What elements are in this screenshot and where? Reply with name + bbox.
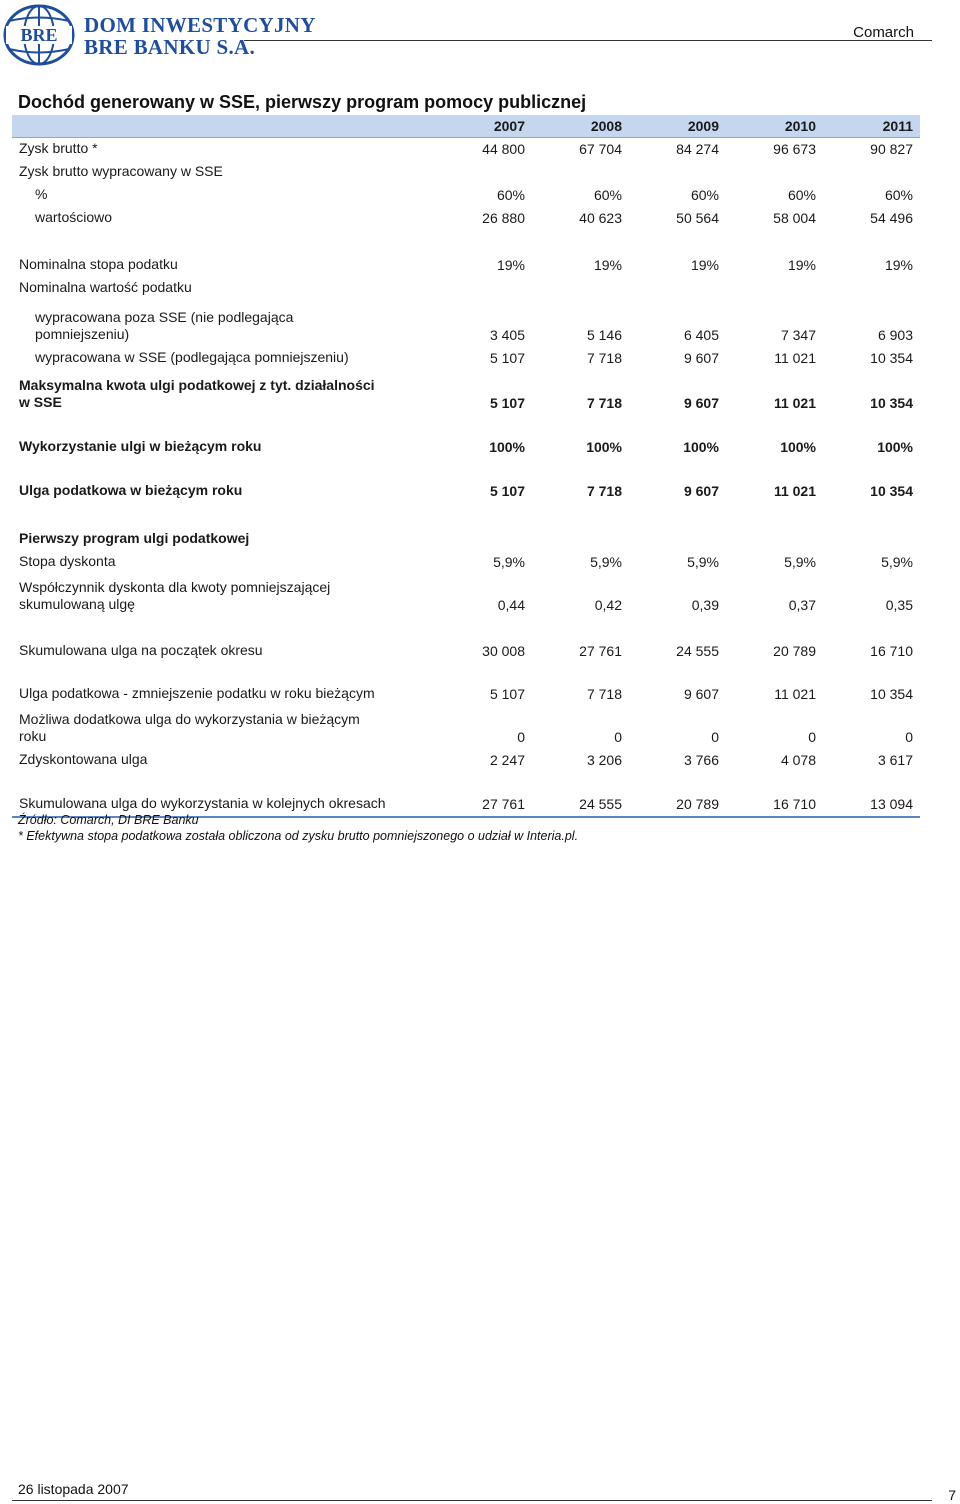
row-label: Nominalna wartość podatku — [19, 279, 192, 295]
row-label: Zysk brutto * — [19, 140, 98, 156]
value-cell: 9 607 — [683, 350, 719, 366]
table-row — [12, 706, 920, 749]
row-label: Pierwszy program ulgi podatkowej — [19, 530, 250, 546]
value-cell: 7 718 — [586, 350, 622, 366]
row-label: Zysk brutto wypracowany w SSE — [19, 163, 223, 179]
value-cell: 10 354 — [870, 350, 913, 366]
row-label: Stopa dyskonta — [19, 553, 116, 569]
table-row — [12, 230, 920, 277]
value-cell: 5 107 — [489, 686, 525, 702]
value-cell: 7 718 — [586, 483, 622, 499]
value-cell: 60% — [884, 187, 913, 203]
value-cell: 96 673 — [773, 141, 816, 157]
value-cell: 24 555 — [579, 796, 622, 812]
table-row — [12, 161, 920, 184]
page-header — [0, 0, 960, 70]
value-cell: 84 274 — [676, 141, 719, 157]
value-cell: 16 710 — [870, 643, 913, 659]
row-label: wartościowo — [35, 209, 113, 225]
value-cell: 2 247 — [489, 752, 525, 768]
logo-text: BRE — [20, 25, 58, 45]
value-cell: 30 008 — [482, 643, 525, 659]
table-row — [12, 749, 920, 772]
table-row — [12, 574, 920, 617]
table-row — [12, 663, 920, 706]
table-row — [12, 551, 920, 574]
row-label: Zdyskontowana ulga — [19, 751, 148, 767]
value-cell: 4 078 — [780, 752, 816, 768]
value-cell: 54 496 — [870, 210, 913, 226]
row-label-line: Współczynnik dyskonta dla kwoty pomniejszającej — [19, 579, 331, 595]
row-label: Nominalna stopa podatku — [19, 256, 178, 272]
row-label: Ulga podatkowa w bieżącym roku — [19, 482, 243, 498]
value-cell: 0,44 — [497, 597, 525, 613]
table-row — [12, 300, 920, 347]
row-label-line: pomniejszeniu) — [35, 326, 130, 342]
row-label — [19, 579, 330, 613]
value-cell: 60% — [496, 187, 525, 203]
value-cell: 11 021 — [773, 395, 816, 411]
brand-line-2: BRE BANKU S.A. — [84, 35, 256, 59]
value-cell: 5,9% — [687, 554, 719, 570]
table-row — [12, 347, 920, 370]
row-label — [35, 309, 293, 343]
year-header: 2011 — [882, 118, 913, 134]
row-label: Skumulowana ulga na początek okresu — [19, 642, 263, 658]
value-cell: 3 617 — [877, 752, 913, 768]
value-cell: 19% — [496, 257, 525, 273]
value-cell: 44 800 — [482, 141, 525, 157]
value-cell: 7 718 — [586, 686, 622, 702]
row-label: wypracowana w SSE (podlegająca pomniejszeniu) — [35, 349, 349, 365]
table-row — [12, 184, 920, 207]
value-cell: 7 347 — [780, 327, 816, 343]
value-cell: 0 — [808, 729, 816, 745]
value-cell: 9 607 — [683, 686, 719, 702]
value-cell: 24 555 — [676, 643, 719, 659]
value-cell: 60% — [787, 187, 816, 203]
value-cell: 50 564 — [676, 210, 719, 226]
value-cell: 19% — [787, 257, 816, 273]
value-cell: 19% — [884, 257, 913, 273]
value-cell: 58 004 — [773, 210, 816, 226]
row-label-line: wypracowana poza SSE (nie podlegająca — [35, 309, 294, 325]
row-label-line: w SSE — [19, 394, 62, 410]
value-cell: 5 107 — [489, 350, 525, 366]
row-label: % — [35, 186, 48, 202]
value-cell: 27 761 — [579, 643, 622, 659]
footer-rule — [12, 1500, 932, 1501]
value-cell: 3 206 — [586, 752, 622, 768]
value-cell: 0 — [517, 729, 525, 745]
brand-line-1: DOM INWESTYCYJNY — [84, 13, 316, 37]
bre-globe-logo-icon — [2, 4, 76, 66]
value-cell: 5,9% — [493, 554, 525, 570]
year-header: 2010 — [784, 118, 816, 134]
source-note: Źródło: Comarch, DI BRE Banku — [18, 813, 199, 827]
table-row — [12, 207, 920, 230]
value-cell: 0,42 — [594, 597, 622, 613]
value-cell: 11 021 — [774, 350, 816, 366]
value-cell: 11 021 — [774, 686, 816, 702]
value-cell: 5 107 — [489, 395, 525, 411]
table-row — [12, 370, 920, 415]
value-cell: 0,39 — [691, 597, 719, 613]
table-header-row — [12, 115, 920, 138]
value-cell: 9 607 — [683, 395, 719, 411]
value-cell: 0 — [905, 729, 913, 745]
value-cell: 0 — [711, 729, 719, 745]
value-cell: 3 405 — [489, 327, 525, 343]
year-header: 2008 — [590, 118, 622, 134]
table-row — [12, 415, 920, 459]
value-cell: 100% — [780, 439, 816, 455]
row-label-line: Maksymalna kwota ulgi podatkowej z tyt. działalności — [19, 377, 375, 393]
table-row — [12, 459, 920, 503]
year-header: 2007 — [493, 118, 525, 134]
value-cell: 10 354 — [870, 686, 913, 702]
value-cell: 20 789 — [773, 643, 816, 659]
table-notes — [18, 812, 578, 844]
value-cell: 26 880 — [482, 210, 525, 226]
value-cell: 6 405 — [683, 327, 719, 343]
value-cell: 5,9% — [590, 554, 622, 570]
row-label-line: roku — [19, 728, 47, 744]
value-cell: 0,35 — [885, 597, 913, 613]
year-header: 2009 — [687, 118, 719, 134]
value-cell: 90 827 — [870, 141, 913, 157]
footnote: * Efektywna stopa podatkowa została obliczona od zysku brutto pomniejszonego o udział w Interia.pl. — [18, 829, 579, 843]
value-cell: 0 — [614, 729, 622, 745]
table-row — [12, 503, 920, 551]
value-cell: 16 710 — [773, 796, 816, 812]
value-cell: 100% — [489, 439, 525, 455]
value-cell: 5,9% — [881, 554, 913, 570]
value-cell: 5 107 — [489, 483, 525, 499]
value-cell: 7 718 — [586, 395, 622, 411]
value-cell: 100% — [683, 439, 719, 455]
value-cell: 5 146 — [586, 327, 622, 343]
value-cell: 100% — [586, 439, 622, 455]
table-row — [12, 617, 920, 663]
value-cell: 27 761 — [482, 796, 525, 812]
value-cell: 6 903 — [877, 327, 913, 343]
row-label-line: skumulowaną ulgę — [19, 596, 135, 612]
table-title: Dochód generowany w SSE, pierwszy program pomocy publicznej — [18, 92, 587, 112]
value-cell: 11 021 — [773, 483, 816, 499]
header-rule — [244, 40, 932, 41]
value-cell: 13 094 — [870, 796, 913, 812]
value-cell: 9 607 — [683, 483, 719, 499]
value-cell: 100% — [877, 439, 913, 455]
value-cell: 67 704 — [579, 141, 622, 157]
row-label: Ulga podatkowa - zmniejszenie podatku w roku bieżącym — [19, 685, 375, 701]
row-label — [19, 711, 360, 745]
value-cell: 20 789 — [676, 796, 719, 812]
value-cell: 40 623 — [579, 210, 622, 226]
value-cell: 60% — [593, 187, 622, 203]
value-cell: 10 354 — [870, 483, 913, 499]
value-cell: 60% — [690, 187, 719, 203]
value-cell: 19% — [593, 257, 622, 273]
value-cell: 0,37 — [788, 597, 816, 613]
value-cell: 10 354 — [870, 395, 913, 411]
row-label: Skumulowana ulga do wykorzystania w kolejnych okresach — [19, 795, 386, 811]
row-label: Wykorzystanie ulgi w bieżącym roku — [19, 438, 262, 454]
footer-date: 26 listopada 2007 — [18, 1481, 129, 1497]
value-cell: 5,9% — [784, 554, 816, 570]
value-cell: 3 766 — [683, 752, 719, 768]
table-row — [12, 138, 920, 161]
page-number: 7 — [948, 1487, 956, 1503]
financial-table — [12, 115, 920, 818]
row-label — [19, 377, 375, 411]
table-row — [12, 277, 920, 300]
row-label-line: Możliwa dodatkowa ulga do wykorzystania w bieżącym — [19, 711, 360, 727]
value-cell: 19% — [690, 257, 719, 273]
company-name: Comarch — [853, 24, 914, 41]
